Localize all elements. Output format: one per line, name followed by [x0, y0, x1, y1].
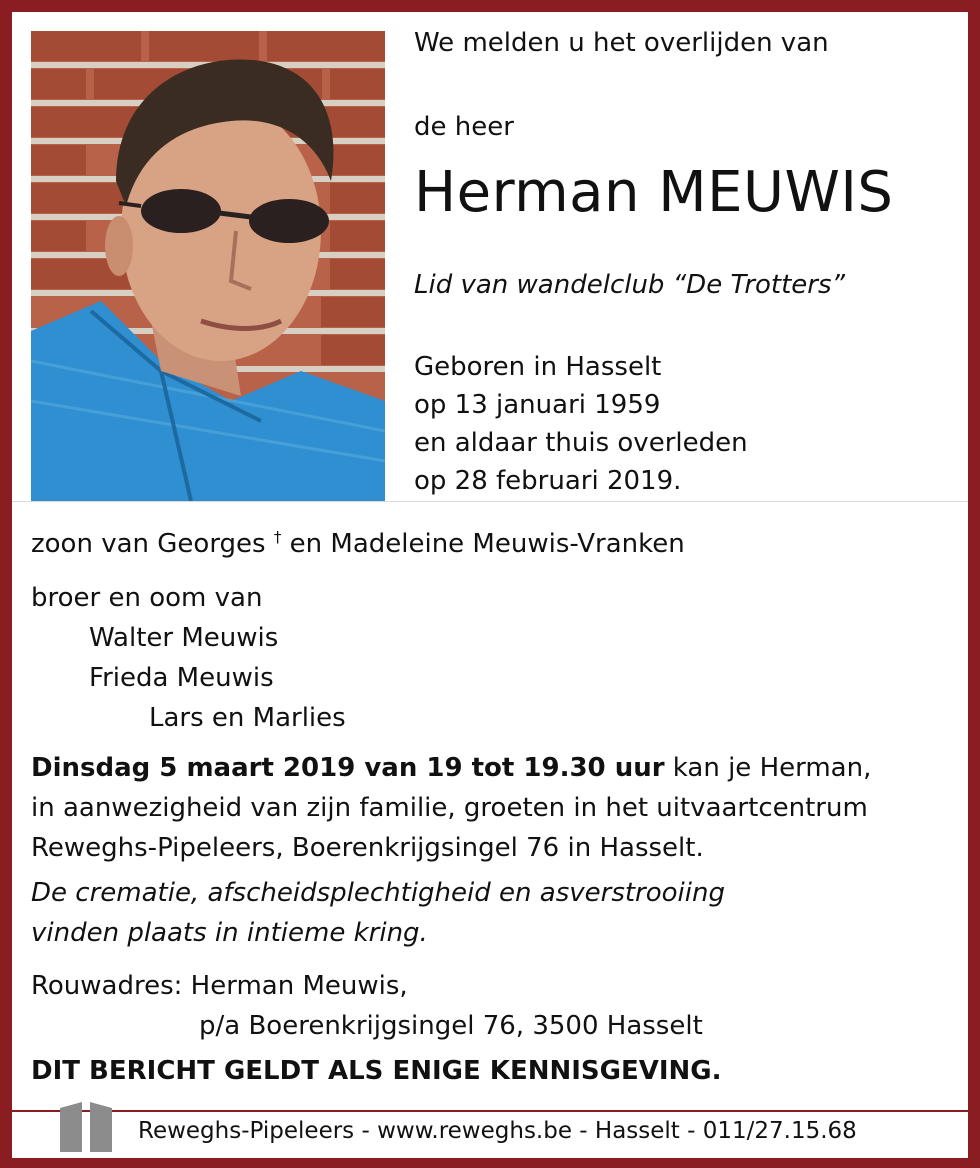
siblings-intro: broer en oom van	[31, 583, 263, 613]
footer-rule	[12, 1110, 968, 1112]
deceased-name: Herman MEUWIS	[414, 160, 894, 225]
cross-icon: †	[273, 528, 282, 546]
mourning-address	[31, 966, 703, 1046]
honorific: de heer	[414, 112, 514, 142]
born-line: en aldaar thuis overleden	[414, 428, 748, 458]
sibling-name: Walter Meuwis	[89, 623, 279, 653]
club-membership: Lid van wandelclub “De Trotters”	[414, 270, 846, 300]
portrait-photo	[31, 31, 385, 501]
visit-line: Reweghs-Pipeleers, Boerenkrijgsingel 76 in Hasselt.	[31, 833, 704, 863]
visit-line1-rest: kan je Herman,	[664, 753, 872, 783]
address-line: Rouwadres: Herman Meuwis,	[31, 971, 408, 1001]
intro-text: We melden u het overlijden van	[414, 28, 829, 58]
parents-line	[31, 528, 685, 559]
siblings-list	[31, 578, 346, 738]
visit-line	[31, 748, 871, 788]
son-of-suffix: en Madeleine Meuwis-Vranken	[289, 529, 685, 559]
official-notice: DIT BERICHT GELDT ALS ENIGE KENNISGEVING.	[31, 1056, 722, 1086]
visitation-info	[31, 748, 871, 868]
nephews-names: Lars en Marlies	[149, 703, 346, 733]
born-line: op 13 januari 1959	[414, 390, 661, 420]
cremation-info	[31, 873, 725, 953]
cremation-line: vinden plaats in intieme kring.	[31, 918, 428, 948]
son-of-prefix: zoon van Georges	[31, 529, 266, 559]
cremation-line: De crematie, afscheidsplechtigheid en asverstrooiing	[31, 878, 725, 908]
footer-contact: Reweghs-Pipeleers - www.reweghs.be - Hasselt - 011/27.15.68	[138, 1118, 857, 1144]
born-line: op 28 februari 2019.	[414, 466, 682, 496]
birth-death-details	[414, 348, 748, 500]
visit-date-time: Dinsdag 5 maart 2019 van 19 tot 19.30 uur	[31, 753, 665, 783]
divider	[12, 501, 968, 502]
visit-line: in aanwezigheid van zijn familie, groeten in het uitvaartcentrum	[31, 793, 868, 823]
sibling-name: Frieda Meuwis	[89, 663, 274, 693]
address-line: p/a Boerenkrijgsingel 76, 3500 Hasselt	[199, 1011, 703, 1041]
born-line: Geboren in Hasselt	[414, 352, 662, 382]
funeral-home-logo-icon	[58, 1102, 114, 1152]
